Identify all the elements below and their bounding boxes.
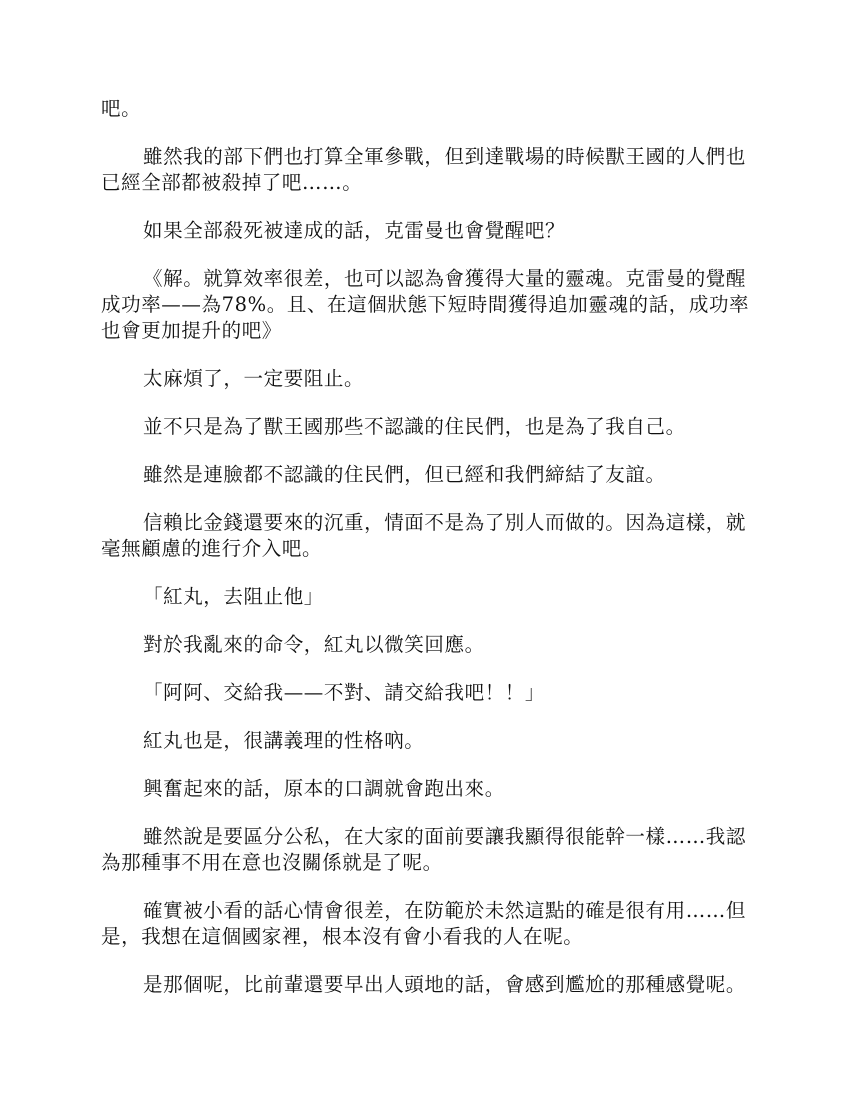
- paragraph: 「阿阿、交給我——不對、請交給我吧！！」: [143, 681, 546, 704]
- paragraph: 雖然說是要區分公私，在大家的面前要讓我顯得很能幹一樣……我認為那種事不用在意也沒關係就是了呢。: [101, 825, 747, 874]
- paragraph: 如果全部殺死被達成的話，克雷曼也會覺醒吧？: [143, 219, 566, 242]
- paragraph: 信賴比金錢還要來的沉重，情面不是為了別人而做的。因為這樣，就毫無顧慮的進行介入吧。: [101, 511, 747, 560]
- paragraph: 紅丸也是，很講義理的性格吶。: [143, 729, 425, 752]
- paragraph: 太麻煩了，一定要阻止。: [143, 367, 365, 390]
- body-text: [101, 96, 751, 1020]
- paragraph: 《解。就算效率很差，也可以認為會獲得大量的靈魂。克雷曼的覺醒成功率——為78%。且、在這個狀態下短時間獲得追加靈魂的話，成功率也會更加提升的吧》: [101, 267, 750, 342]
- paragraph: 對於我亂來的命令，紅丸以微笑回應。: [143, 633, 485, 656]
- paragraph: 吧。: [101, 97, 142, 120]
- paragraph: 是那個呢，比前輩還要早出人頭地的話，會感到尷尬的那種感覺呢。: [143, 973, 747, 996]
- paragraph: 並不只是為了獸王國那些不認識的住民們，也是為了我自己。: [143, 415, 686, 438]
- paragraph: 「紅丸，去阻止他」: [143, 585, 324, 608]
- paragraph: 雖然是連臉都不認識的住民們，但已經和我們締結了友誼。: [143, 463, 666, 486]
- paragraph: 興奮起來的話，原本的口調就會跑出來。: [143, 777, 505, 800]
- paragraph: 確實被小看的話心情會很差，在防範於未然這點的確是很有用……但是，我想在這個國家裡，根本沒有會小看我的人在呢。: [101, 899, 747, 948]
- paragraph: 雖然我的部下們也打算全軍參戰，但到達戰場的時候獸王國的人們也已經全部都被殺掉了吧……。: [101, 145, 747, 194]
